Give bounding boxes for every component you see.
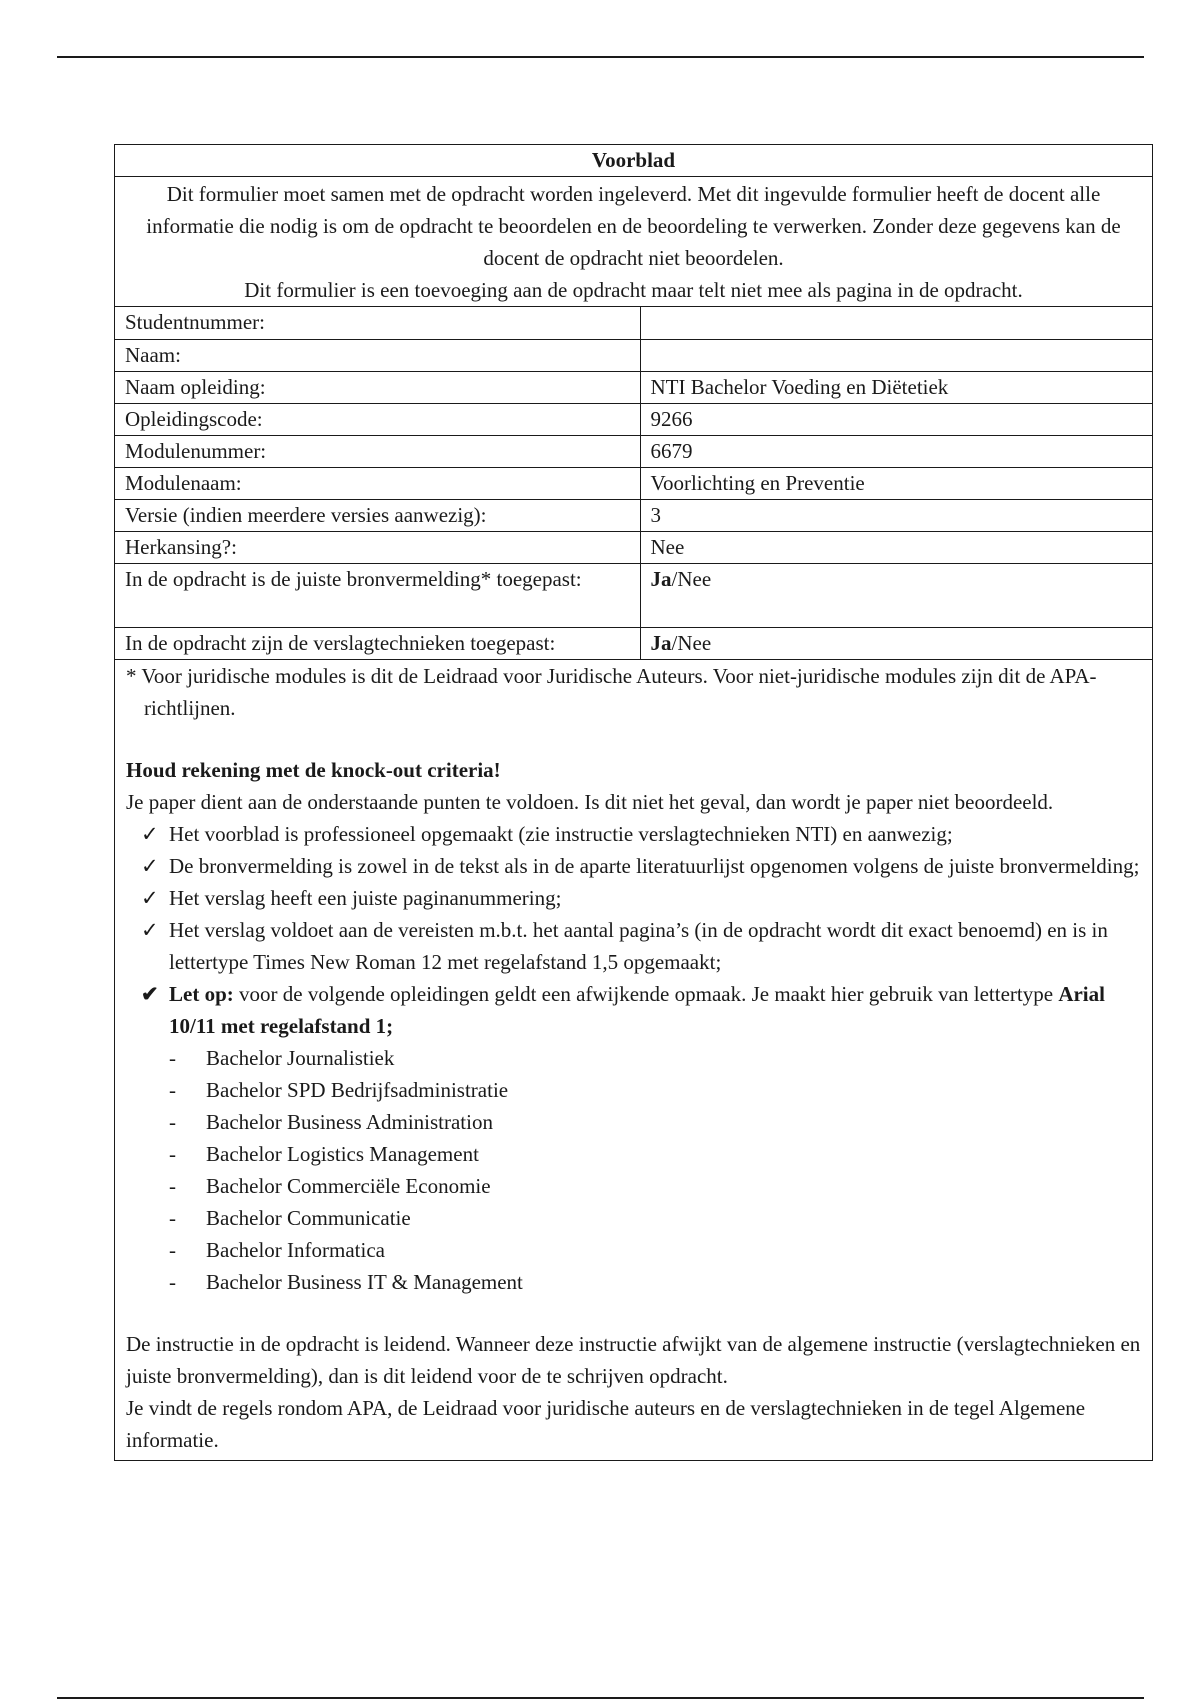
field-label: Modulenummer: [115,435,640,467]
spacer [126,724,1142,754]
field-label: Versie (indien meerdere versies aanwezig): [115,499,640,531]
program-name: Bachelor Business IT & Management [206,1269,523,1294]
dash-bullet: - [169,1141,176,1166]
choice-nee: /Nee [671,566,712,591]
spacer [126,1298,1142,1328]
program-name: Bachelor Business Administration [206,1109,493,1134]
list-item [126,818,1142,850]
intro-paragraph-1: Dit formulier moet samen met de opdracht worden ingeleverd. Met dit ingevulde formulier heeft de docent alle informatie die nodig is om de opdracht te beoordelen en de beoordeling te verwerken. Zonder deze gegevens kan de docent de opdracht niet beoordelen. [146,182,1121,270]
closing-paragraph-1: De instructie in de opdracht is leidend. Wanneer deze instructie afwijkt van de algemene instructie (verslagtechnieken en juiste bronvermelding), dan is dit leidend voor de te schrijven opdracht. [126,1331,1141,1388]
check-icon: ✓ [141,821,159,846]
choice-ja: Ja [650,630,672,655]
field-value-versie[interactable]: 3 [640,499,1152,531]
knockout-heading: Houd rekening met de knock-out criteria! [126,757,501,782]
criterion-text: De bronvermelding is zowel in de tekst als in de aparte literatuurlijst opgenomen volgens de juiste bronvermelding; [169,853,1140,878]
field-row-versie [115,499,1152,531]
list-item [126,914,1142,978]
program-name: Bachelor Commerciële Economie [206,1173,491,1198]
field-row-naam [115,339,1152,371]
list-item [126,1234,1142,1266]
field-value-opleidingscode[interactable]: 9266 [640,403,1152,435]
field-label: Herkansing?: [115,531,640,563]
field-value-verslagtechnieken[interactable] [640,627,1152,659]
list-item [126,1138,1142,1170]
closing-paragraph-2: Je vindt de regels rondom APA, de Leidraad voor juridische auteurs en de verslagtechnieken in de tegel Algemene informatie. [126,1395,1086,1452]
dash-bullet: - [169,1237,176,1262]
form-title: Voorblad [115,145,1152,177]
list-item [126,1266,1142,1298]
list-item [126,850,1142,882]
field-row-modulenummer [115,435,1152,467]
field-value-bronvermelding[interactable] [640,563,1152,627]
field-value-naam[interactable] [640,339,1152,371]
field-label: Naam: [115,339,640,371]
program-name: Bachelor Informatica [206,1237,385,1262]
list-item [126,1106,1142,1138]
choice-ja: Ja [650,566,672,591]
check-icon: ✓ [141,917,159,942]
field-value-studentnummer[interactable] [640,307,1152,339]
list-item [126,1202,1142,1234]
program-list [126,1042,1142,1298]
field-value-modulenummer[interactable]: 6679 [640,435,1152,467]
field-label: In de opdracht zijn de verslagtechnieken toegepast: [115,627,640,659]
program-name: Bachelor Logistics Management [206,1141,479,1166]
form-intro [115,177,1152,307]
footnote: * Voor juridische modules is dit de Leidraad voor Juridische Auteurs. Voor niet-juridische modules zijn dit de APA-richtlijnen. [126,663,1097,720]
dash-bullet: - [169,1205,176,1230]
list-item [126,1042,1142,1074]
field-label: Naam opleiding: [115,371,640,403]
notes-section [115,660,1152,1460]
field-value-herkansing[interactable]: Nee [640,531,1152,563]
knockout-criteria-list [126,818,1142,1042]
field-row-studentnummer [115,307,1152,339]
field-label: Opleidingscode: [115,403,640,435]
intro-paragraph-2: Dit formulier is een toevoeging aan de opdracht maar telt niet mee als pagina in de opdracht. [244,278,1023,302]
header-rule [57,56,1144,58]
dash-bullet: - [169,1077,176,1102]
field-value-modulenaam[interactable]: Voorlichting en Preventie [640,467,1152,499]
list-item-let-op [126,978,1142,1042]
field-value-naam-opleiding[interactable]: NTI Bachelor Voeding en Diëtetiek [640,371,1152,403]
dash-bullet: - [169,1269,176,1294]
knockout-intro: Je paper dient aan de onderstaande punten te voldoen. Is dit niet het geval, dan wordt je paper niet beoordeeld. [126,789,1054,814]
list-item [126,1170,1142,1202]
field-row-naam-opleiding [115,371,1152,403]
let-op-text: voor de volgende opleidingen geldt een afwijkende opmaak. Je maakt hier gebruik van lettertype [233,981,1059,1006]
list-item [126,1074,1142,1106]
choice-nee: /Nee [671,630,712,655]
check-icon: ✓ [141,853,159,878]
field-row-bronvermelding [115,563,1152,627]
criterion-text: Het verslag heeft een juiste paginanummering; [169,885,562,910]
program-name: Bachelor SPD Bedrijfsadministratie [206,1077,509,1102]
heavy-check-icon: ✔ [141,981,159,1006]
field-row-verslagtechnieken [115,627,1152,659]
student-info-table [115,307,1152,660]
field-label: In de opdracht is de juiste bronvermelding* toegepast: [115,563,640,627]
dash-bullet: - [169,1109,176,1134]
field-row-herkansing [115,531,1152,563]
let-op-label: Let op: [169,981,234,1006]
cover-sheet-form [114,144,1153,1461]
field-label: Modulenaam: [115,467,640,499]
let-op-font-rule: Arial 10/11 met regelafstand 1; [169,981,1105,1038]
program-name: Bachelor Communicatie [206,1205,411,1230]
criterion-text: Het verslag voldoet aan de vereisten m.b.t. het aantal pagina’s (in de opdracht wordt dit exact benoemd) en is in lettertype Times New Roman 12 met regelafstand 1,5 opgemaakt; [169,917,1108,974]
program-name: Bachelor Journalistiek [206,1045,395,1070]
field-row-modulenaam [115,467,1152,499]
field-label: Studentnummer: [115,307,640,339]
check-icon: ✓ [141,885,159,910]
list-item [126,882,1142,914]
dash-bullet: - [169,1173,176,1198]
criterion-text: Het voorblad is professioneel opgemaakt (zie instructie verslagtechnieken NTI) en aanwezig; [169,821,953,846]
footer-rule [57,1697,1144,1699]
dash-bullet: - [169,1045,176,1070]
field-row-opleidingscode [115,403,1152,435]
